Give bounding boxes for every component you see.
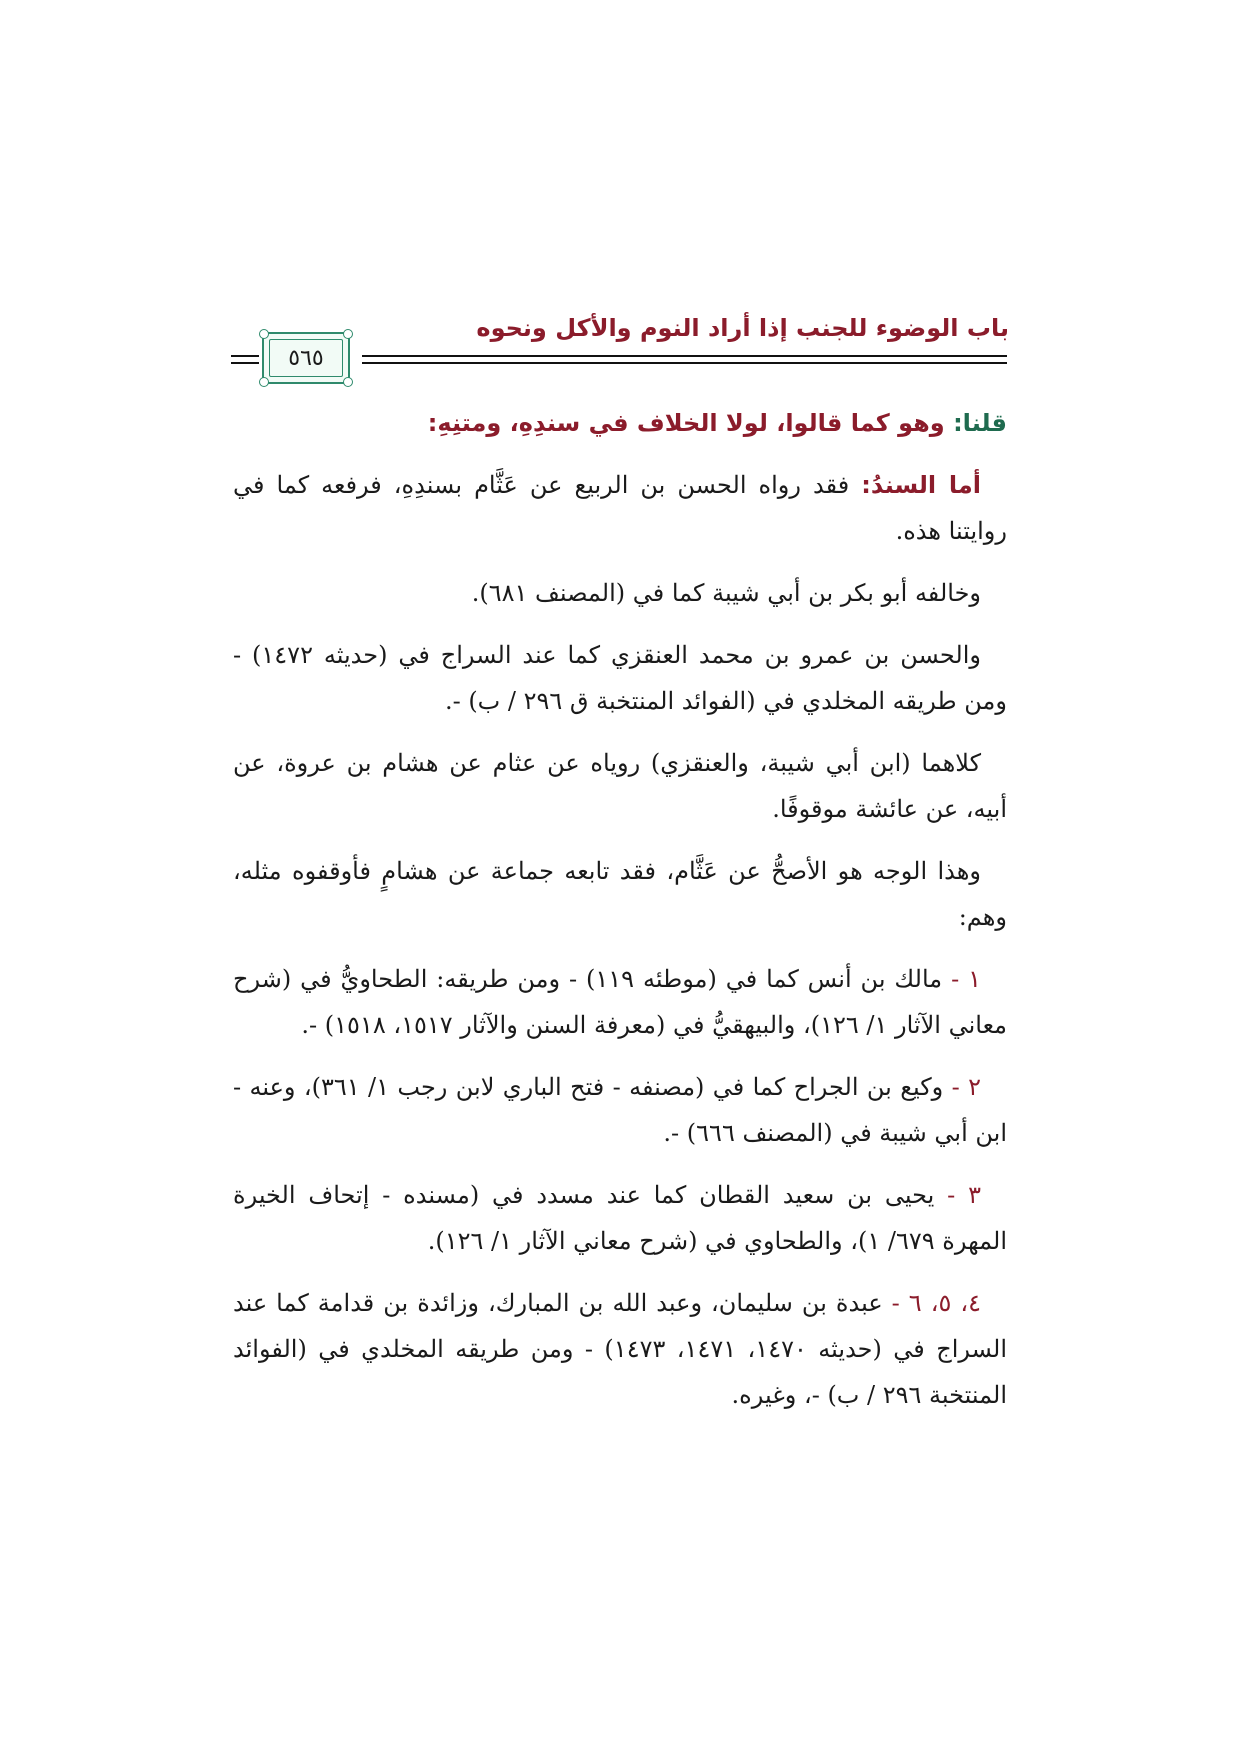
heading-text: وهو كما قالوا، لولا الخلاف في سندِهِ، ومتنِهِ: xyxy=(427,409,954,437)
list-item xyxy=(233,1280,1007,1418)
paragraph: كلاهما (ابن أبي شيبة، والعنقزي) روياه عن عثام عن هشام بن عروة، عن أبيه، عن عائشة موقوفًا. xyxy=(233,749,1007,823)
ornament-corner xyxy=(343,377,353,387)
item-text: وكيع بن الجراح كما في (مصنفه - فتح الباري لابن رجب ١/ ٣٦١)، وعنه - ابن أبي شيبة في (المصنف ٦٦٦) -. xyxy=(233,1073,1007,1147)
item-text: مالك بن أنس كما في (موطئه ١١٩) - ومن طريقه: الطحاويُّ في (شرح معاني الآثار ١/ ١٢٦)، والبيهقيُّ في (معرفة السنن والآثار ١٥١٧، ١٥١٨) -. xyxy=(233,965,1007,1039)
paragraph-text: فقد رواه الحسن بن الربيع عن عَثَّام بسندِهِ، فرفعه كما في روايتنا هذه. xyxy=(233,471,1007,545)
ornament-corner xyxy=(259,377,269,387)
item-text: يحيى بن سعيد القطان كما عند مسدد في (مسنده - إتحاف الخيرة المهرة ٦٧٩/ ١)، والطحاوي في (شرح معاني الآثار ١/ ١٢٦). xyxy=(233,1181,1007,1255)
paragraph xyxy=(233,462,1007,554)
paragraph xyxy=(233,400,1007,446)
header-rule-left-top xyxy=(231,355,259,357)
list-item xyxy=(233,1172,1007,1264)
label-sanad: أما السندُ: xyxy=(861,471,982,499)
header-rule-left-bottom xyxy=(231,362,259,364)
paragraph: والحسن بن عمرو بن محمد العنقزي كما عند السراج في (حديثه ١٤٧٢) - ومن طريقه المخلدي في (الفوائد المنتخبة ق ٢٩٦ / ب) -. xyxy=(233,641,1007,715)
item-text: عبدة بن سليمان، وعبد الله بن المبارك، وزائدة بن قدامة كما عند السراج في (حديثه ١٤٧٠، ١٤٧١، ١٤٧٣) - ومن طريقه المخلدي في (الفوائد المنتخبة ٢٩٦ / ب) -، وغيره. xyxy=(233,1289,1008,1409)
paragraph: وخالفه أبو بكر بن أبي شيبة كما في (المصنف ٦٨١). xyxy=(471,579,981,607)
label-qulna: قلنا: xyxy=(953,409,1007,437)
list-item xyxy=(233,956,1007,1048)
page-number-badge xyxy=(262,332,350,384)
chapter-title: باب الوضوء للجنب إذا أراد النوم والأكل ونحوه xyxy=(476,314,1009,342)
ornament-corner xyxy=(343,329,353,339)
item-number: ٢ - xyxy=(951,1073,981,1101)
list-item xyxy=(233,1064,1007,1156)
item-number: ٣ - xyxy=(947,1181,981,1209)
header-rule-top xyxy=(362,355,1007,357)
paragraph: وهذا الوجه هو الأصحُّ عن عَثَّام، فقد تابعه جماعة عن هشامٍ فأوقفوه مثله، وهم: xyxy=(233,857,1007,931)
ornament-corner xyxy=(259,329,269,339)
item-number: ٤، ٥، ٦ - xyxy=(891,1289,981,1317)
page-number: ٥٦٥ xyxy=(269,339,343,377)
page-body xyxy=(233,400,1007,1434)
item-number: ١ - xyxy=(951,965,981,993)
header-rule-bottom xyxy=(362,362,1007,364)
